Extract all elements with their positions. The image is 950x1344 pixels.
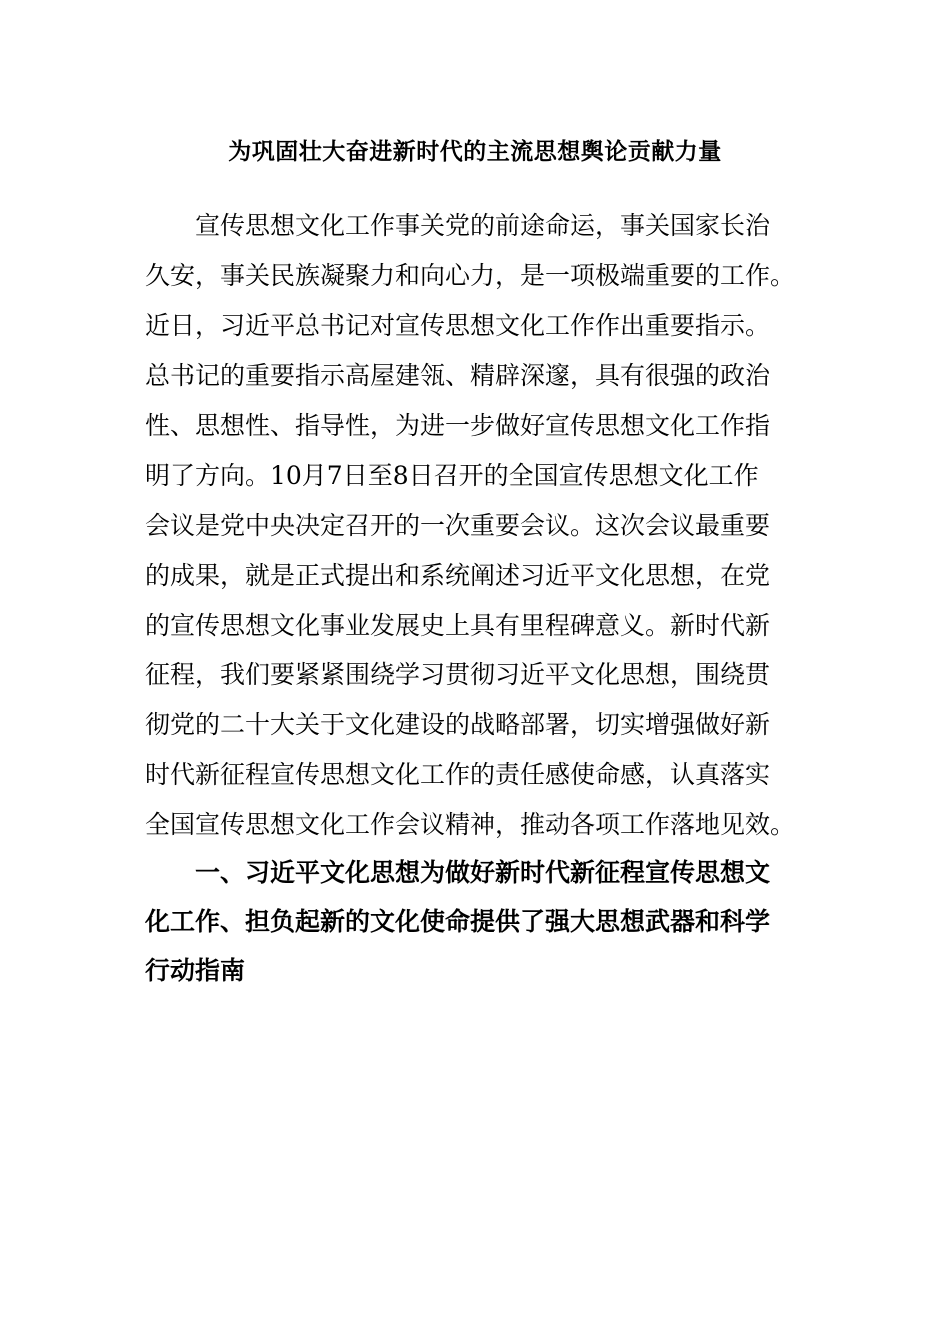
paragraph-line: 征程，我们要紧紧围绕学习贯彻习近平文化思想，围绕贯 <box>145 660 771 689</box>
paragraph-line: 明了方向。10月7日至8日召开的全国宣传思想文化工作 <box>145 461 759 490</box>
paragraph-line: 彻党的二十大关于文化建设的战略部署，切实增强做好新 <box>145 710 771 739</box>
paragraph-line: 会议是党中央决定召开的一次重要会议。这次会议最重要 <box>145 511 771 540</box>
heading-line: 行动指南 <box>145 956 246 985</box>
heading-line: 化工作、担负起新的文化使命提供了强大思想武器和科学 <box>145 907 771 936</box>
paragraph-line: 总书记的重要指示高屋建瓴、精辟深邃，具有很强的政治 <box>145 361 771 390</box>
paragraph-line: 久安，事关民族凝聚力和向心力，是一项极端重要的工作。 <box>145 261 796 290</box>
paragraph-line: 全国宣传思想文化工作会议精神，推动各项工作落地见效。 <box>145 810 796 839</box>
paragraph-line: 性、思想性、指导性，为进一步做好宣传思想文化工作指 <box>145 411 771 440</box>
paragraph-line: 的宣传思想文化事业发展史上具有里程碑意义。新时代新 <box>145 611 771 640</box>
document-title: 为巩固壮大奋进新时代的主流思想舆论贡献力量 <box>228 139 722 165</box>
paragraph-line: 近日，习近平总书记对宣传思想文化工作作出重要指示。 <box>145 311 771 340</box>
paragraph-line: 时代新征程宣传思想文化工作的责任感使命感，认真落实 <box>145 760 771 789</box>
heading-line: 一、习近平文化思想为做好新时代新征程宣传思想文 <box>195 858 771 887</box>
paragraph-line: 宣传思想文化工作事关党的前途命运，事关国家长治 <box>195 211 771 240</box>
paragraph-line: 的成果，就是正式提出和系统阐述习近平文化思想，在党 <box>145 561 771 590</box>
